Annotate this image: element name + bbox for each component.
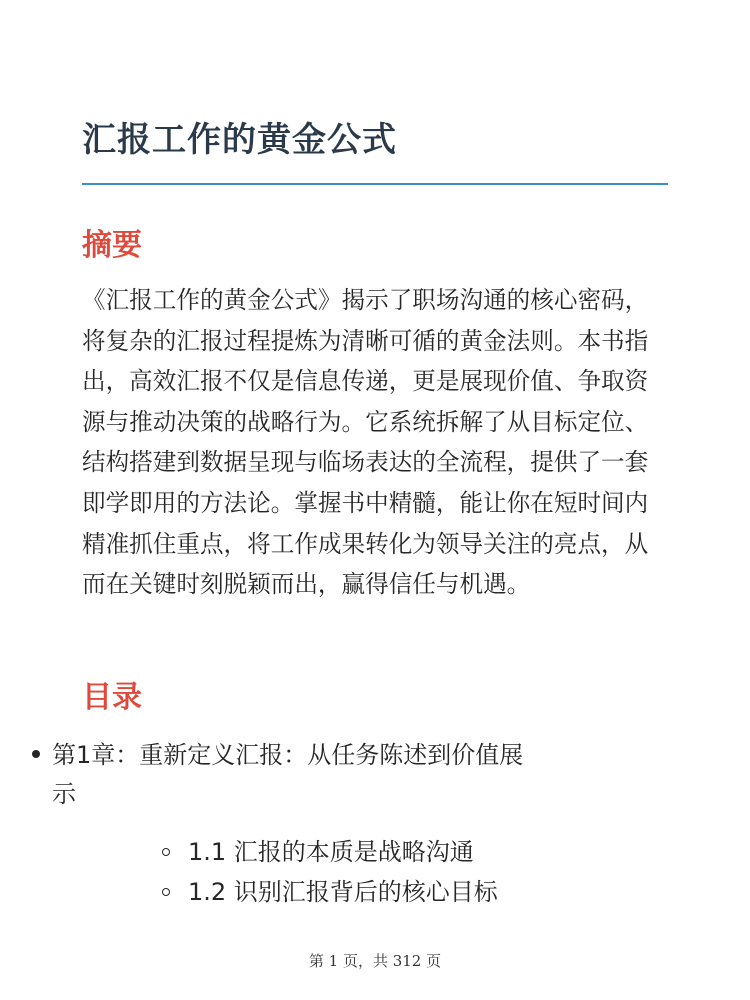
toc-section-1-2: 1.2 识别汇报背后的核心目标 [188, 878, 498, 906]
toc-heading: 目录 [82, 680, 142, 715]
summary-heading: 摘要 [82, 228, 142, 263]
bullet-icon [32, 750, 40, 758]
circle-bullet-icon [162, 848, 170, 856]
toc-chapter-1-continued: 示 [52, 780, 76, 808]
toc-chapter-1: 第1章：重新定义汇报：从任务陈述到价值展 [52, 741, 524, 769]
document-title: 汇报工作的黄金公式 [82, 120, 397, 160]
page-footer: 第 1 页，共 312 页 [308, 952, 442, 970]
toc-section-1-1: 1.1 汇报的本质是战略沟通 [188, 838, 474, 866]
summary-paragraph: 《汇报工作的黄金公式》揭示了职场沟通的核心密码，将复杂的汇报过程提炼为清晰可循的黄金法则。本书指出，高效汇报不仅是信息传递，更是展现价值、争取资源与推动决策的战略行为。它系统拆解了从目标定位、结构搭建到数据呈现与临场表达的全流程，提供了一套即学即用的方法论。掌握书中精髓，能让你在短时间内精准抓住重点，将工作成果转化为领导关注的亮点，从而在关键时刻脱颖而出，赢得信任与机遇。 [82, 286, 649, 599]
circle-bullet-icon [162, 888, 170, 896]
title-divider [82, 183, 668, 185]
